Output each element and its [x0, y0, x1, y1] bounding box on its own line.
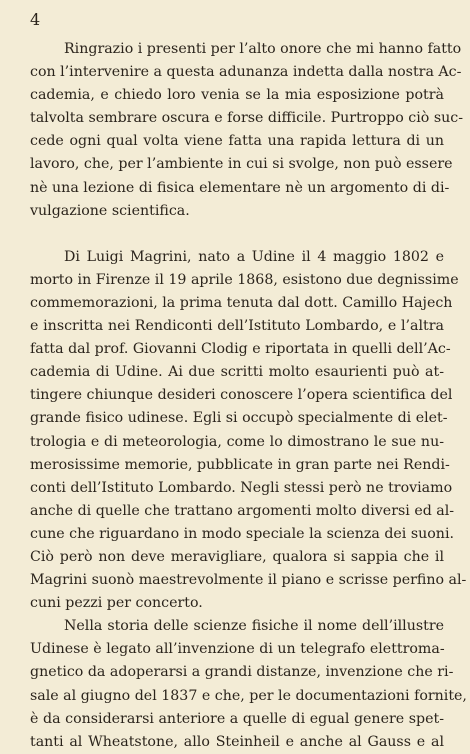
text-line: con l’intervenire a questa adunanza indetta dalla nostra Ac-: [30, 64, 462, 81]
text-line: Udinese è legato all’invenzione di un telegrafo elettroma-: [30, 641, 445, 658]
text-line: cede ogni qual volta viene fatta una rapida lettura di un: [30, 133, 444, 150]
text-line: gnetico da adoperarsi a grandi distanze, invenzione che ri-: [30, 664, 454, 681]
page-number: 4: [30, 10, 41, 29]
text-line: è da considerarsi anteriore a quelle di egual genere spet-: [30, 710, 444, 727]
text-line: cuni pezzi per concerto.: [30, 595, 203, 612]
body-text: [30, 38, 467, 754]
text-line: e inscritta nei Rendiconti dell’Istituto Lombardo, e l’altra: [30, 318, 444, 335]
text-line: morto in Firenze il 19 aprile 1868, esistono due degnissime: [30, 271, 459, 288]
paragraph-3: [30, 615, 467, 754]
paragraph-spacer: [30, 223, 444, 246]
text-line: grande fisico udinese. Egli si occupò specialmente di elet-: [30, 410, 448, 427]
text-line: tanti al Wheatstone, allo Steinheil e anche al Gauss e al: [30, 733, 444, 750]
text-line: Ringrazio i presenti per l’alto onore che mi hanno fatto: [64, 41, 462, 57]
paragraph-2: [30, 246, 467, 616]
text-line: nè una lezione di fisica elementare nè un argomento di di-: [30, 179, 450, 196]
text-line: Nella storia delle scienze fisiche il nome dell’illustre: [64, 618, 444, 635]
text-line: Ciò però non deve meravigliare, qualora si sappia che il: [30, 548, 444, 565]
text-line: anche di quelle che trattano argomenti molto diversi ed al-: [30, 502, 455, 519]
text-line: fatta dal prof. Giovanni Clodig e riportata in quelli dell’Ac-: [30, 341, 451, 358]
text-line: conti dell’Istituto Lombardo. Negli stessi però ne troviamo: [30, 479, 453, 496]
text-line: commemorazioni, la prima tenuta dal dott. Camillo Hajech: [30, 294, 453, 311]
text-line: cademia, e chiedo loro venia se la mia esposizione potrà: [30, 87, 444, 104]
text-line: tingere chiunque desideri conoscere l’opera scientifica del: [30, 387, 453, 404]
text-line: cademia di Udine. Ai due scritti molto esaurienti può at-: [30, 364, 444, 381]
text-line: talvolta sembrare oscura e forse difficile. Purtroppo ciò suc-: [30, 110, 463, 127]
text-line: lavoro, che, per l’ambiente in cui si svolge, non può essere: [30, 156, 453, 173]
text-line: cune che riguardano in modo speciale la scienza dei suoni.: [30, 525, 454, 542]
text-line: sale al giugno del 1837 e che, per le documentazioni fornite,: [30, 687, 467, 704]
text-line: trologia e di meteorologia, come lo dimostrano le sue nu-: [30, 433, 444, 450]
paragraph-1: [30, 38, 463, 223]
text-line: vulgazione scientifica.: [30, 202, 190, 219]
text-line: Di Luigi Magrini, nato a Udine il 4 maggio 1802 e: [64, 248, 444, 265]
text-line: Magrini suonò maestrevolmente il piano e scrisse perfino al-: [30, 572, 467, 589]
text-line: merosissime memorie, pubblicate in gran parte nei Rendi-: [30, 456, 450, 473]
